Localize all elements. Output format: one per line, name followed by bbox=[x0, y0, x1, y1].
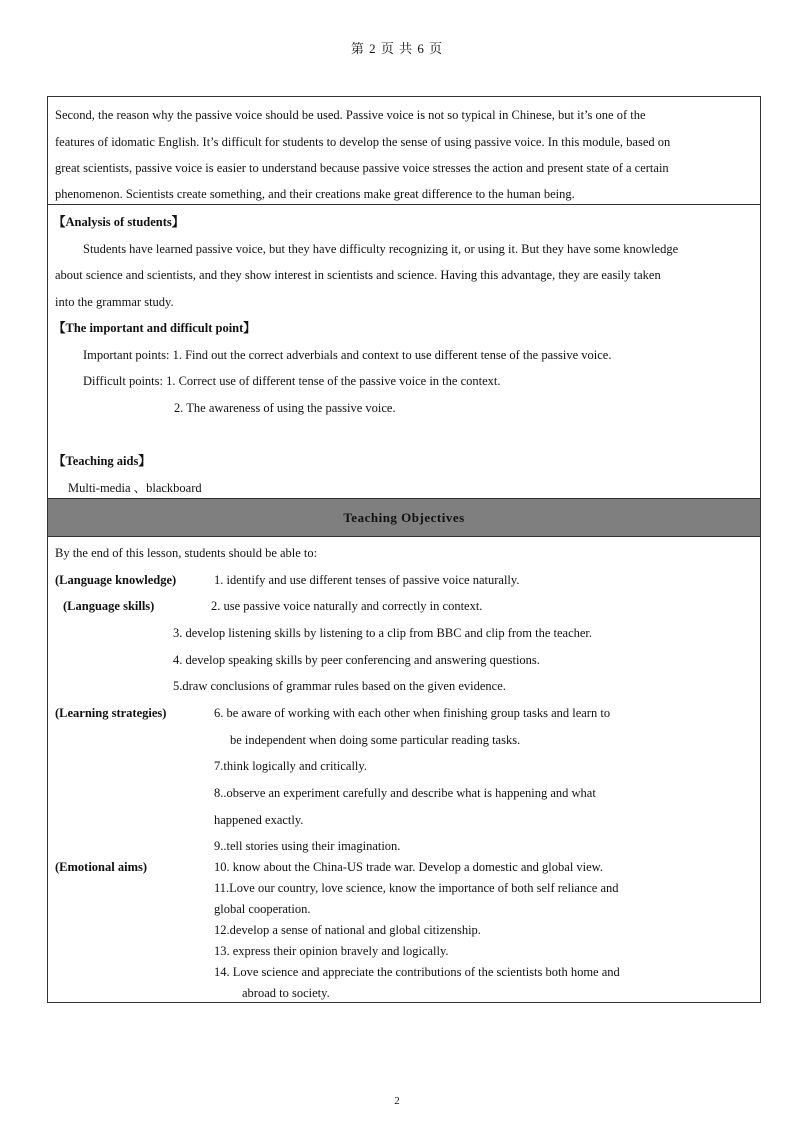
reason-line: great scientists, passive voice is easier to understand because passive voice stresses the action and present state of a certain bbox=[55, 161, 669, 175]
analysis-line: about science and scientists, and they show interest in scientists and science. Having this advantage, they are easily taken bbox=[55, 268, 661, 282]
objective-item: 10. know about the China-US trade war. Develop a domestic and global view. bbox=[214, 860, 604, 874]
objective-item: 7.think logically and critically. bbox=[214, 759, 367, 773]
page-number: 2 bbox=[394, 1095, 400, 1107]
objective-item: 9..tell stories using their imagination. bbox=[214, 839, 401, 853]
objectives-cell bbox=[48, 537, 760, 1002]
reason-line: Second, the reason why the passive voice should be used. Passive voice is not so typical in Chinese, but it’s one of the bbox=[55, 108, 646, 122]
objective-item: 5.draw conclusions of grammar rules based on the given evidence. bbox=[173, 679, 506, 693]
analysis-heading: 【Analysis of students】 bbox=[53, 215, 185, 229]
objective-item: 14. Love science and appreciate the contributions of the scientists both home and bbox=[214, 965, 620, 979]
analysis-line: Students have learned passive voice, but they have difficulty recognizing it, or using it. But they have some knowledge bbox=[83, 242, 679, 256]
objective-item: 2. use passive voice naturally and correctly in context. bbox=[211, 599, 483, 613]
difficult-points: Difficult points: 1. Correct use of different tense of the passive voice in the context. bbox=[83, 374, 501, 388]
objective-item: happened exactly. bbox=[214, 813, 304, 827]
objective-item: 3. develop listening skills by listening to a clip from BBC and clip from the teacher. bbox=[173, 626, 593, 640]
objectives-title: Teaching Objectives bbox=[343, 509, 465, 525]
objective-item: 8..observe an experiment carefully and describe what is happening and what bbox=[214, 786, 596, 800]
objective-item: 4. develop speaking skills by peer conferencing and answering questions. bbox=[173, 653, 540, 667]
important-points: Important points: 1. Find out the correct adverbials and context to use different tense of the passive voice. bbox=[83, 348, 612, 362]
objective-item: 13. express their opinion bravely and logically. bbox=[214, 944, 449, 958]
page-header: 第 2 页 共 6 页 bbox=[350, 41, 444, 56]
difficult-points-2: 2. The awareness of using the passive voice. bbox=[174, 401, 396, 415]
aids-text: Multi-media 、blackboard bbox=[68, 481, 202, 495]
label-language-knowledge: (Language knowledge) bbox=[55, 573, 177, 587]
reason-cell bbox=[48, 97, 760, 205]
reason-line: phenomenon. Scientists create something, and their creations make great difference to the human being. bbox=[55, 187, 575, 201]
objective-item: abroad to society. bbox=[242, 986, 330, 1000]
objective-item: global cooperation. bbox=[214, 902, 311, 916]
objective-item: 12.develop a sense of national and global citizenship. bbox=[214, 923, 481, 937]
objective-item: 11.Love our country, love science, know the importance of both self reliance and bbox=[214, 881, 619, 895]
label-emotional-aims: (Emotional aims) bbox=[55, 860, 148, 874]
objectives-title-band bbox=[48, 499, 760, 537]
label-learning-strategies: (Learning strategies) bbox=[55, 706, 167, 720]
lesson-plan-table bbox=[47, 96, 761, 1003]
analysis-cell bbox=[48, 205, 760, 499]
points-heading: 【The important and difficult point】 bbox=[53, 321, 256, 335]
objective-item: 1. identify and use different tenses of passive voice naturally. bbox=[214, 573, 520, 587]
label-language-skills: (Language skills) bbox=[63, 599, 155, 613]
objective-item: 6. be aware of working with each other when finishing group tasks and learn to bbox=[214, 706, 611, 720]
reason-line: features of idomatic English. It’s difficult for students to develop the sense of using passive voice. In this module, based on bbox=[55, 135, 671, 149]
analysis-line: into the grammar study. bbox=[55, 295, 174, 309]
objectives-intro: By the end of this lesson, students should be able to: bbox=[55, 546, 318, 560]
objective-item: be independent when doing some particular reading tasks. bbox=[230, 733, 521, 747]
aids-heading: 【Teaching aids】 bbox=[53, 454, 151, 468]
